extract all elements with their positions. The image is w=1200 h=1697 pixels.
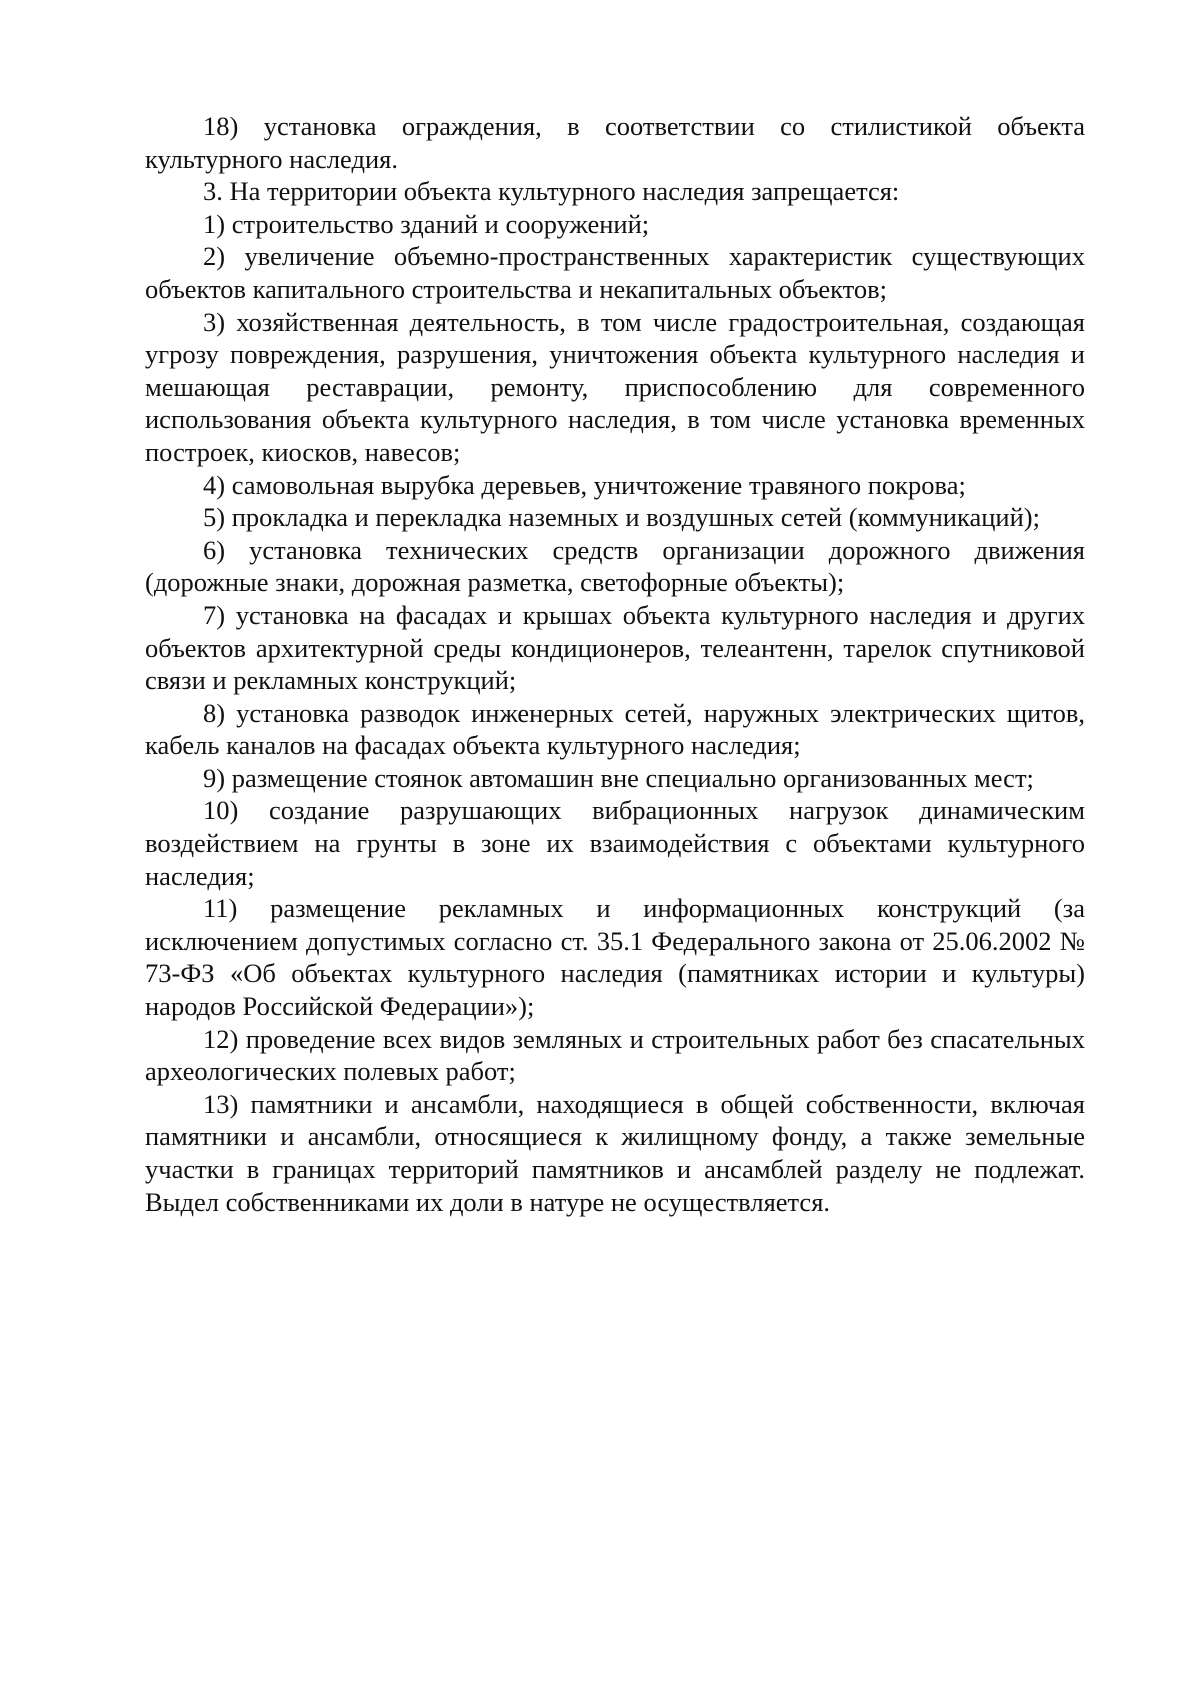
paragraph-item-5: 5) прокладка и перекладка наземных и воздушных сетей (коммуникаций);	[203, 502, 1040, 533]
paragraph-item-4: 4) самовольная вырубка деревьев, уничтожение травяного покрова;	[203, 469, 966, 500]
paragraph-item-13: 13) памятники и ансамбли, находящиеся в общей собственности, включая памятники и ансамбли, относящиеся к жилищному фонду, а также земельные участки в границах территорий памятников и ансамблей разделу не подлежат. Выдел собственниками их доли в натуре не осуществляется.	[145, 1088, 1085, 1217]
paragraph-item-3: 3) хозяйственная деятельность, в том числе градостроительная, создающая угрозу повреждения, разрушения, уничтожения объекта культурного наследия и мешающая реставрации, ремонту, приспособлению для современного использования объекта культурного наследия, в том числе установка временных построек, киосков, навесов;	[145, 306, 1085, 467]
paragraph-item-11: 11) размещение рекламных и информационных конструкций (за исключением допустимых согласно ст. 35.1 Федерального закона от 25.06.2002 № 73-ФЗ «Об объектах культурного наследия (памятниках истории и культуры) народов Российской Федерации»);	[145, 893, 1085, 1022]
paragraph-item-8: 8) установка разводок инженерных сетей, наружных электрических щитов, кабель каналов на фасадах объекта культурного наследия;	[145, 697, 1085, 761]
paragraph-item-7: 7) установка на фасадах и крышах объекта культурного наследия и других объектов архитектурной среды кондиционеров, телеантенн, тарелок спутниковой связи и рекламных конструкций;	[145, 599, 1085, 696]
paragraph-item-1: 1) строительство зданий и сооружений;	[203, 208, 650, 239]
paragraph-item-2: 2) увеличение объемно-пространственных характеристик существующих объектов капитального строительства и некапитальных объектов;	[145, 241, 1085, 304]
document-page	[145, 110, 1085, 1218]
paragraph-item-9: 9) размещение стоянок автомашин вне специально организованных мест;	[203, 762, 1034, 793]
paragraph-item-18-fence: 18) установка ограждения, в соответствии со стилистикой объекта культурного наследия.	[145, 111, 1085, 174]
paragraph-item-10: 10) создание разрушающих вибрационных нагрузок динамическим воздействием на грунты в зоне их взаимодействия с объектами культурного наследия;	[145, 795, 1085, 891]
paragraph-section-3-heading: 3. На территории объекта культурного наследия запрещается:	[203, 176, 900, 207]
paragraph-item-6: 6) установка технических средств организации дорожного движения (дорожные знаки, дорожная разметка, светофорные объекты);	[145, 534, 1085, 598]
paragraph-item-12: 12) проведение всех видов земляных и строительных работ без спасательных археологических полевых работ;	[145, 1023, 1085, 1087]
